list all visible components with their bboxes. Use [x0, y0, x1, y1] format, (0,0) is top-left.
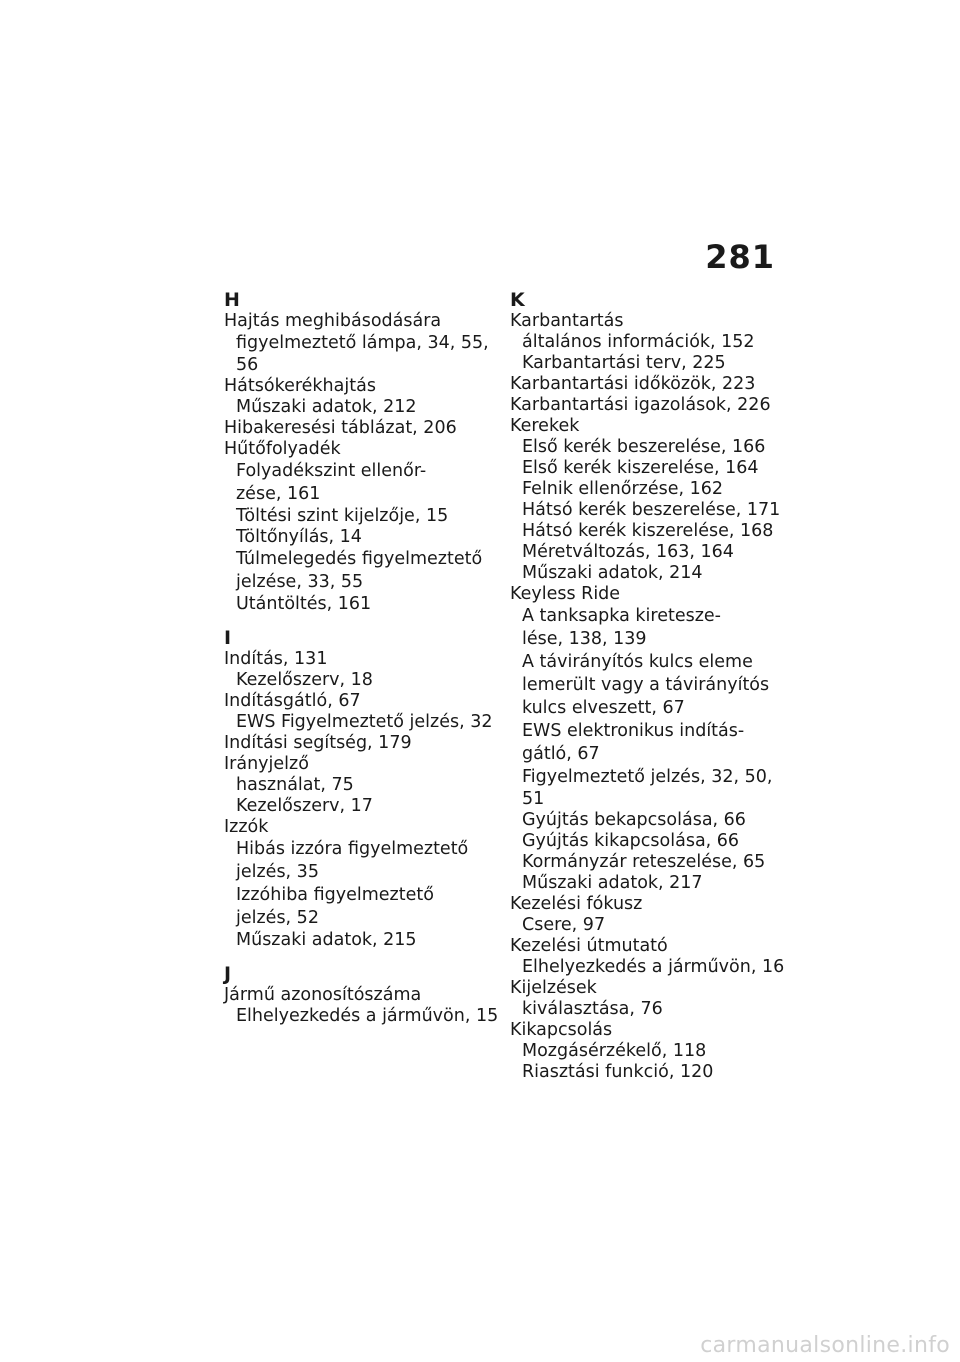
index-entry: Karbantartási időközök, 223	[510, 374, 756, 394]
index-subentry: Karbantartási terv, 225	[522, 353, 726, 373]
index-subentry: Kezelőszerv, 18	[236, 670, 373, 690]
index-entry: Jármű azonosítószáma	[224, 985, 422, 1005]
index-subentry: zése, 161	[236, 484, 321, 504]
index-subentry: Elhelyezkedés a járművön, 15	[236, 1006, 499, 1026]
index-entry: Karbantartási igazolások, 226	[510, 395, 771, 415]
section-letter-k: K	[510, 289, 525, 311]
index-subentry: kulcs elveszett, 67	[522, 698, 685, 718]
index-entry: Hajtás meghibásodására	[224, 311, 442, 331]
index-entry: Kerekek	[510, 416, 580, 436]
index-subentry: Csere, 97	[522, 915, 606, 935]
index-column-right	[510, 290, 785, 1083]
index-entry: Izzók	[224, 817, 269, 837]
index-entry: Karbantartás	[510, 311, 624, 331]
index-entry: Hátsókerékhajtás	[224, 376, 376, 396]
index-subentry: Műszaki adatok, 212	[236, 397, 417, 417]
index-subentry: lemerült vagy a távirányítós	[522, 675, 770, 695]
index-subentry: Hibás izzóra figyelmeztető	[236, 839, 469, 859]
page-number: 281	[705, 238, 775, 276]
index-subentry: Első kerék kiszerelése, 164	[522, 458, 759, 478]
index-subentry: Riasztási funkció, 120	[522, 1062, 714, 1082]
watermark: carmanualsonline.info	[700, 1333, 950, 1358]
index-subentry: 56	[236, 355, 259, 375]
index-entry: Keyless Ride	[510, 584, 621, 604]
index-column-left	[224, 290, 499, 1027]
index-subentry: általános információk, 152	[522, 332, 755, 352]
index-subentry: Töltőnyílás, 14	[236, 527, 362, 547]
index-subentry: EWS Figyelmeztető jelzés, 32	[236, 712, 493, 732]
index-subentry: Műszaki adatok, 215	[236, 930, 417, 950]
index-entry: Indítás, 131	[224, 649, 328, 669]
index-subentry: jelzés, 35	[236, 862, 319, 882]
index-entry: Irányjelző	[224, 754, 309, 774]
index-subentry: Izzóhiba figyelmeztető	[236, 885, 434, 905]
index-subentry: Figyelmeztető jelzés, 32, 50,	[522, 767, 773, 787]
index-subentry: Felnik ellenőrzése, 162	[522, 479, 724, 499]
index-subentry: Kormányzár reteszelése, 65	[522, 852, 766, 872]
index-subentry: Hátsó kerék kiszerelése, 168	[522, 521, 774, 541]
index-subentry: Kezelőszerv, 17	[236, 796, 373, 816]
index-subentry: gátló, 67	[522, 744, 600, 764]
index-subentry: Túlmelegedés figyelmeztető	[236, 549, 483, 569]
section-letter-i: I	[224, 627, 232, 649]
index-subentry: használat, 75	[236, 775, 354, 795]
index-subentry: Gyújtás bekapcsolása, 66	[522, 810, 746, 830]
section-letter-j: J	[224, 963, 232, 985]
index-subentry: Mozgásérzékelő, 118	[522, 1041, 707, 1061]
index-subentry: A távirányítós kulcs eleme	[522, 652, 753, 672]
index-entry: Kikapcsolás	[510, 1020, 613, 1040]
index-entry: Kijelzések	[510, 978, 597, 998]
index-subentry: kiválasztása, 76	[522, 999, 663, 1019]
index-subentry: Első kerék beszerelése, 166	[522, 437, 766, 457]
index-entry: Kezelési fókusz	[510, 894, 643, 914]
index-entry: Indítási segítség, 179	[224, 733, 412, 753]
index-subentry: Hátsó kerék beszerelése, 171	[522, 500, 781, 520]
index-entry: Hűtőfolyadék	[224, 439, 341, 459]
index-subentry: Töltési szint kijelzője, 15	[236, 506, 449, 526]
index-subentry: jelzés, 52	[236, 908, 319, 928]
index-entry: Hibakeresési táblázat, 206	[224, 418, 457, 438]
index-subentry: Méretváltozás, 163, 164	[522, 542, 734, 562]
index-subentry: Gyújtás kikapcsolása, 66	[522, 831, 740, 851]
section-letter-h: H	[224, 289, 240, 311]
index-subentry: jelzése, 33, 55	[236, 572, 364, 592]
index-subentry: 51	[522, 789, 545, 809]
index-subentry: Folyadékszint ellenőr-	[236, 461, 427, 481]
index-subentry: lése, 138, 139	[522, 629, 647, 649]
index-subentry: Utántöltés, 161	[236, 594, 372, 614]
index-subentry: A tanksapka kiretesze-	[522, 606, 721, 626]
index-subentry: Műszaki adatok, 217	[522, 873, 703, 893]
index-subentry: Műszaki adatok, 214	[522, 563, 703, 583]
index-entry: Kezelési útmutató	[510, 936, 668, 956]
index-subentry: figyelmeztető lámpa, 34, 55,	[236, 333, 489, 353]
index-subentry: EWS elektronikus indítás-	[522, 721, 745, 741]
index-entry: Indításgátló, 67	[224, 691, 361, 711]
index-subentry: Elhelyezkedés a járművön, 16	[522, 957, 785, 977]
